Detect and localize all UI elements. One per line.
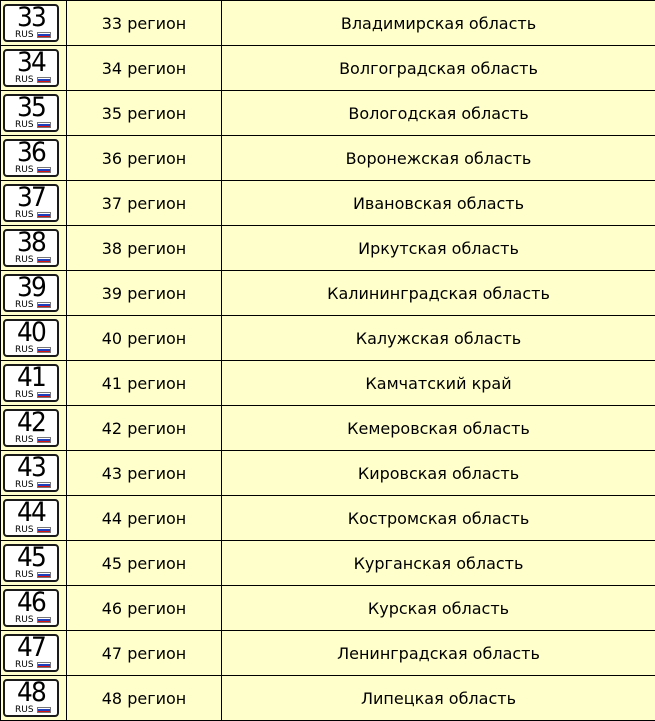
russian-flag-icon bbox=[37, 527, 51, 533]
region-name-cell: Липецкая область bbox=[222, 676, 655, 721]
plate-number: 33 bbox=[17, 2, 45, 33]
region-name-cell: Ивановская область bbox=[222, 181, 655, 226]
region-code-cell: 34 регион bbox=[67, 46, 222, 91]
license-plate-icon bbox=[3, 184, 59, 222]
table-row bbox=[1, 1, 655, 46]
plate-rus-label: RUS bbox=[15, 705, 34, 715]
region-code-cell: 36 регион bbox=[67, 136, 222, 181]
table-row bbox=[1, 46, 655, 91]
plate-rus-label: RUS bbox=[15, 615, 34, 625]
region-name-cell: Владимирская область bbox=[222, 1, 655, 46]
table-row bbox=[1, 136, 655, 181]
plate-rus-label: RUS bbox=[15, 570, 34, 580]
license-plate-icon bbox=[3, 139, 59, 177]
region-name-cell: Кемеровская область bbox=[222, 406, 655, 451]
russian-flag-icon bbox=[37, 617, 51, 623]
region-code-cell: 39 регион bbox=[67, 271, 222, 316]
russian-flag-icon bbox=[37, 572, 51, 578]
plate-cell bbox=[1, 586, 67, 631]
plate-rus-label: RUS bbox=[15, 300, 34, 310]
table-row bbox=[1, 586, 655, 631]
plate-number: 35 bbox=[17, 92, 45, 123]
plate-number: 37 bbox=[17, 182, 45, 213]
plate-number: 48 bbox=[17, 677, 45, 708]
table-row bbox=[1, 316, 655, 361]
russian-flag-icon bbox=[37, 662, 51, 668]
plate-cell bbox=[1, 631, 67, 676]
russian-flag-icon bbox=[37, 482, 51, 488]
plate-cell bbox=[1, 226, 67, 271]
russian-flag-icon bbox=[37, 77, 51, 83]
license-plate-icon bbox=[3, 364, 59, 402]
region-name-cell: Ленинградская область bbox=[222, 631, 655, 676]
plate-cell bbox=[1, 496, 67, 541]
russian-flag-icon bbox=[37, 257, 51, 263]
table-row bbox=[1, 271, 655, 316]
plate-number: 44 bbox=[17, 497, 45, 528]
region-name-cell: Камчатский край bbox=[222, 361, 655, 406]
table-row bbox=[1, 91, 655, 136]
plate-rus-label: RUS bbox=[15, 30, 34, 40]
plate-rus-label: RUS bbox=[15, 660, 34, 670]
table-row bbox=[1, 361, 655, 406]
russian-flag-icon bbox=[37, 302, 51, 308]
plate-rus-label: RUS bbox=[15, 435, 34, 445]
plate-cell bbox=[1, 316, 67, 361]
plate-cell bbox=[1, 271, 67, 316]
plate-number: 39 bbox=[17, 272, 45, 303]
region-code-cell: 37 регион bbox=[67, 181, 222, 226]
region-name-cell: Кировская область bbox=[222, 451, 655, 496]
license-plate-icon bbox=[3, 409, 59, 447]
table-row bbox=[1, 406, 655, 451]
region-name-cell: Костромская область bbox=[222, 496, 655, 541]
plate-number: 36 bbox=[17, 137, 45, 168]
plate-rus-label: RUS bbox=[15, 480, 34, 490]
plate-rus-label: RUS bbox=[15, 120, 34, 130]
plate-cell bbox=[1, 46, 67, 91]
plate-rus-label: RUS bbox=[15, 255, 34, 265]
plate-rus-label: RUS bbox=[15, 75, 34, 85]
table-row bbox=[1, 631, 655, 676]
region-code-cell: 46 регион bbox=[67, 586, 222, 631]
plate-cell bbox=[1, 541, 67, 586]
plate-cell bbox=[1, 181, 67, 226]
region-code-cell: 35 регион bbox=[67, 91, 222, 136]
russian-flag-icon bbox=[37, 212, 51, 218]
plate-rus-label: RUS bbox=[15, 345, 34, 355]
plate-number: 45 bbox=[17, 542, 45, 573]
russian-flag-icon bbox=[37, 167, 51, 173]
region-code-cell: 43 регион bbox=[67, 451, 222, 496]
license-plate-icon bbox=[3, 49, 59, 87]
license-plate-icon bbox=[3, 454, 59, 492]
region-code-cell: 47 регион bbox=[67, 631, 222, 676]
table-row bbox=[1, 496, 655, 541]
license-plate-icon bbox=[3, 499, 59, 537]
plate-number: 46 bbox=[17, 587, 45, 618]
region-name-cell: Курская область bbox=[222, 586, 655, 631]
region-code-cell: 41 регион bbox=[67, 361, 222, 406]
plate-cell bbox=[1, 406, 67, 451]
region-code-cell: 40 регион bbox=[67, 316, 222, 361]
plate-rus-label: RUS bbox=[15, 165, 34, 175]
license-plate-icon bbox=[3, 544, 59, 582]
russian-flag-icon bbox=[37, 347, 51, 353]
plate-number: 41 bbox=[17, 362, 45, 393]
regions-table-body bbox=[1, 1, 655, 721]
license-plate-icon bbox=[3, 319, 59, 357]
russian-flag-icon bbox=[37, 392, 51, 398]
region-code-cell: 48 регион bbox=[67, 676, 222, 721]
region-code-cell: 38 регион bbox=[67, 226, 222, 271]
license-plate-icon bbox=[3, 229, 59, 267]
region-name-cell: Иркутская область bbox=[222, 226, 655, 271]
plate-cell bbox=[1, 136, 67, 181]
table-row bbox=[1, 226, 655, 271]
plate-cell bbox=[1, 1, 67, 46]
region-code-cell: 44 регион bbox=[67, 496, 222, 541]
plate-rus-label: RUS bbox=[15, 210, 34, 220]
plate-number: 42 bbox=[17, 407, 45, 438]
region-name-cell: Курганская область bbox=[222, 541, 655, 586]
region-name-cell: Воронежская область bbox=[222, 136, 655, 181]
plate-number: 38 bbox=[17, 227, 45, 258]
license-plate-icon bbox=[3, 634, 59, 672]
plate-cell bbox=[1, 361, 67, 406]
license-plate-icon bbox=[3, 4, 59, 42]
license-plate-icon bbox=[3, 94, 59, 132]
plate-cell bbox=[1, 451, 67, 496]
region-code-cell: 45 регион bbox=[67, 541, 222, 586]
plate-rus-label: RUS bbox=[15, 525, 34, 535]
russian-flag-icon bbox=[37, 437, 51, 443]
region-name-cell: Калужская область bbox=[222, 316, 655, 361]
russian-flag-icon bbox=[37, 122, 51, 128]
russian-flag-icon bbox=[37, 32, 51, 38]
region-name-cell: Вологодская область bbox=[222, 91, 655, 136]
license-plate-icon bbox=[3, 589, 59, 627]
table-row bbox=[1, 181, 655, 226]
table-row bbox=[1, 451, 655, 496]
table-row bbox=[1, 676, 655, 721]
license-plate-icon bbox=[3, 679, 59, 717]
plate-cell bbox=[1, 676, 67, 721]
license-plate-icon bbox=[3, 274, 59, 312]
region-code-cell: 33 регион bbox=[67, 1, 222, 46]
plate-number: 47 bbox=[17, 632, 45, 663]
plate-cell bbox=[1, 91, 67, 136]
region-name-cell: Волгоградская область bbox=[222, 46, 655, 91]
plate-number: 43 bbox=[17, 452, 45, 483]
region-name-cell: Калининградская область bbox=[222, 271, 655, 316]
plate-number: 40 bbox=[17, 317, 45, 348]
plate-rus-label: RUS bbox=[15, 390, 34, 400]
plate-number: 34 bbox=[17, 47, 45, 78]
region-code-cell: 42 регион bbox=[67, 406, 222, 451]
russian-flag-icon bbox=[37, 707, 51, 713]
table-row bbox=[1, 541, 655, 586]
